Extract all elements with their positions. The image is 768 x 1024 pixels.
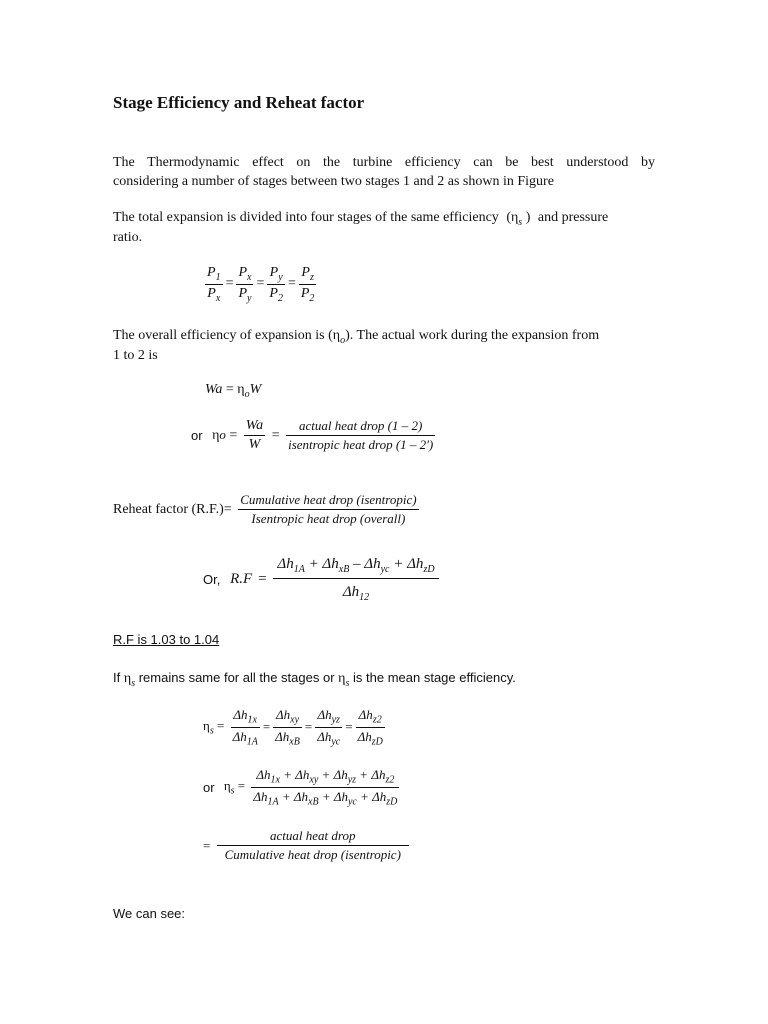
frac-w: W xyxy=(248,437,261,452)
work-isentropic-symbol: W xyxy=(249,382,262,397)
paragraph-expansion-line2: ratio. xyxy=(113,230,143,245)
pressure-ratio-equation: $\frac{P_1}{P_x}$ = $\frac{P_x}{P_y}$ = $\frac{P_y}{P_2}$ = $\frac{P_z}{P_2}$ xyxy=(207,265,315,304)
paragraph-expansion-text-a: The total expansion is divided into four stages of the same efficiency xyxy=(113,210,499,225)
paragraph-intro-line2: considering a number of stages between two stages 1 and 2 as shown in Figure xyxy=(113,174,554,189)
reheat-factor-label: Reheat factor (R.F.)= xyxy=(113,501,232,517)
paragraph-expansion-text-b: and pressure xyxy=(537,210,609,225)
mean-text-end: is the mean stage efficiency. xyxy=(353,670,516,685)
paragraph-overall-text-a: The overall efficiency of expansion is xyxy=(113,328,325,343)
frac-isentropic-heat-drop: isentropic heat drop (1 – 2') xyxy=(288,437,434,452)
reheat-factor-equation: Or, R.F = $\frac{\Delta h_{1A} + \Delta h_{xB} - \Delta h_{yc} + \Delta h_{zD}}{\Delta h_{12}}$ xyxy=(203,556,439,603)
reheat-numerator: Cumulative heat drop (isentropic) xyxy=(238,492,418,510)
mean-text-mid: remains same for all the stages or xyxy=(138,670,335,685)
final-ratio-equation: = $\frac{\text{actual heat drop}}{\text{Cumulative heat drop (isentropic)}}$ xyxy=(203,828,409,863)
eta-subscript: o xyxy=(244,388,250,400)
paragraph-expansion-line1 xyxy=(113,208,655,232)
paragraph-overall-text-b: . The actual work during the expansion from xyxy=(349,328,600,343)
eta-o-symbol: $(\eta_o)$ xyxy=(328,328,350,346)
final-denominator: Cumulative heat drop (isentropic) xyxy=(224,847,401,862)
reheat-factor-definition xyxy=(113,492,419,527)
paragraph-overall-line1 xyxy=(113,326,599,350)
or-label: or xyxy=(191,428,203,443)
paragraph-overall-line2: 1 to 2 is xyxy=(113,348,158,363)
efficiency-equation: or ηo = $\frac{Wa}{W}$ = $\frac{\text{actual heat drop (1 – 2)}}{\text{isentropic heat drop (1 – 2')}}$ xyxy=(188,418,435,453)
work-equation xyxy=(205,382,261,400)
equals-sign: = xyxy=(225,382,234,397)
final-numerator: actual heat drop xyxy=(217,828,409,846)
eta-symbol: η xyxy=(237,382,245,397)
paragraph-mean-efficiency: If $\eta_s$ remains same for all the stages or $\eta_s$ is the mean stage efficiency. xyxy=(113,670,516,689)
stage-efficiency-equation: $\eta_s$ = $\frac{\Delta h_{1x}}{\Delta h_{1A}}$ = $\frac{\Delta h_{xy}}{\Delta h_{xB}}$ = $\frac{\Delta h_{yz}}{\Delta h_{yc}}$ = $\frac{\Delta h_{z2}}{\Delta h_{zD}}$ xyxy=(203,707,383,748)
stage-efficiency-sum-equation: or $\eta_s$ = $\frac{\Delta h_{1x} + \Delta h_{xy} + \Delta h_{yz} + \Delta h_{z2}}{\Delta h_{1A} + \Delta h_{xB} + \Delta h_{yc} + \Delta h_{zD}}$ xyxy=(203,767,398,808)
rf-symbol: R.F xyxy=(230,571,253,587)
if-word: If xyxy=(113,670,121,685)
or-comma-label: Or, xyxy=(203,572,221,587)
or-label-2: or xyxy=(203,779,215,795)
rf-range-note: R.F is 1.03 to 1.04 xyxy=(113,632,220,647)
page-title: Stage Efficiency and Reheat factor xyxy=(113,93,365,112)
frac-wa: Wa xyxy=(244,418,265,436)
eta-s-symbol: ($\eta_s$ ) xyxy=(506,210,531,228)
work-actual-symbol: Wa xyxy=(205,382,223,397)
frac-actual-heat-drop: actual heat drop (1 – 2) xyxy=(286,418,435,436)
closing-text: We can see: xyxy=(113,906,186,921)
reheat-denominator: Isentropic heat drop (overall) xyxy=(251,511,406,526)
paragraph-intro-line1: The Thermodynamic effect on the turbine efficiency can be best understood by xyxy=(113,155,655,170)
